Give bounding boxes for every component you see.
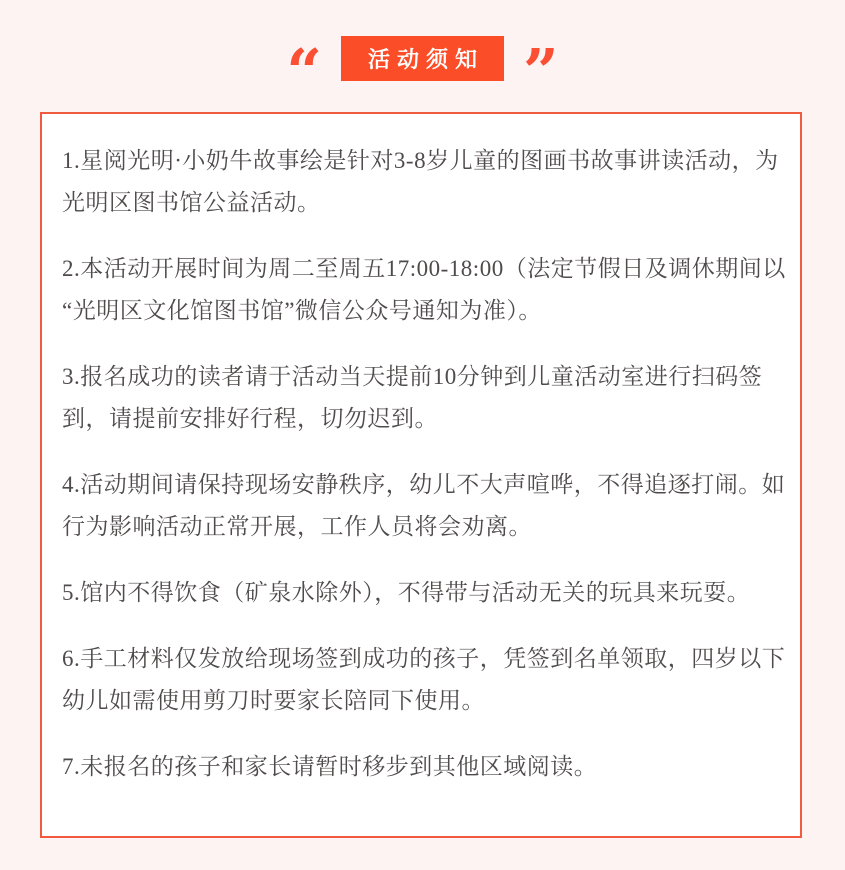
notice-item-3: 3.报名成功的读者请于活动当天提前10分钟到儿童活动室进行扫码签到，请提前安排好行程，切勿迟到。 xyxy=(62,364,763,431)
notice-item-1: 1.星阅光明·小奶牛故事绘是针对3-8岁儿童的图画书故事讲读活动，为光明区图书馆公益活动。 xyxy=(62,148,779,215)
notice-item-5: 5.馆内不得饮食（矿泉水除外），不得带与活动无关的玩具来玩耍。 xyxy=(62,580,751,605)
notice-item-2: 2.本活动开展时间为周二至周五17:00-18:00（法定节假日及调休期间以“光明区文化馆图书馆”微信公众号通知为准）。 xyxy=(62,256,786,323)
notice-item-7: 7.未报名的孩子和家长请暂时移步到其他区域阅读。 xyxy=(62,754,598,779)
notice-item-4: 4.活动期间请保持现场安静秩序，幼儿不大声喧哗，不得追逐打闹。如行为影响活动正常开展，工作人员将会劝离。 xyxy=(62,472,786,539)
section-title-badge: 活动须知 xyxy=(341,36,504,81)
page-header: “ 活动须知 ” xyxy=(286,34,559,108)
notice-content-box xyxy=(40,112,802,838)
notice-item-6: 6.手工材料仅发放给现场签到成功的孩子，凭签到名单领取，四岁以下幼儿如需使用剪刀时要家长陪同下使用。 xyxy=(62,646,786,713)
